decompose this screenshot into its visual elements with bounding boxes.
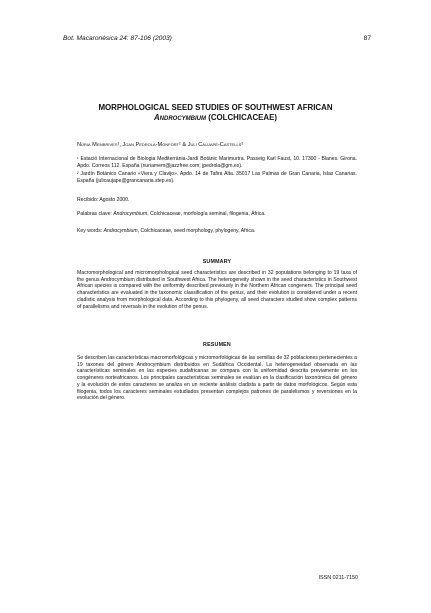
issn: ISSN 0211-7150 <box>318 575 358 581</box>
page-number: 87 <box>363 35 371 42</box>
keywords-en-genus: Androcymbium <box>103 228 138 234</box>
article-title <box>40 103 391 123</box>
resumen-heading: RESUMEN <box>203 342 231 348</box>
title-line-2 <box>40 113 391 123</box>
title-line-1: MORPHOLOGICAL SEED STUDIES OF SOUTHWEST AFRICAN <box>98 103 333 112</box>
keywords-spanish <box>77 211 357 218</box>
title-family: (COLCHICACEAE) <box>206 113 278 122</box>
summary-text: Macromorphological and micromorphological seed characteristics are described in 32 populations belonging to 19 taxa of the genus Androcymbium distributed in Southwest Africa. The heterogeneity shown in the seed characteristics in Southwest African species is compared with the uniformity described previously in the Northern African congeners. The principal seed characteristics are evaluated in the taxonomic classification of the genus, and their evolution is considered under a recent cladistic analysis from morphological data. According to this phylogeny, all seed characters studied show complex patterns of parallelisms and reversals in the evolution of the genus. <box>77 270 357 310</box>
keywords-en-rest: , Colchicaceae, seed morphology, phylogeny, Africa. <box>137 228 256 234</box>
keywords-english <box>77 228 357 235</box>
keywords-es-label: Palabras clave: <box>77 211 114 217</box>
author-list: Núria Membrives¹, Joan Pedrola-Monfort¹ & Juli Caujapé-Castells² <box>77 142 244 148</box>
journal-citation: Bot. Macaronésica 24: 87-106 (2003) <box>63 35 172 42</box>
summary-heading: SUMMARY <box>202 259 232 265</box>
affiliation-2: ² Jardín Botánico Canario «Viera y Clavijo». Apdo. 14 de Tafira Alta. 35017 Las Palmas de Gran Canaria, Islas Canarias. España (julicaujape@grancanaria.step.es). <box>77 170 357 185</box>
keywords-en-label: Key words: <box>77 228 104 234</box>
affiliations <box>77 156 357 186</box>
affiliation-1: ¹ Estació Internacional de Biologia Mediterrània-Jardí Botànic Marimurtra. Passeig Karl Faust, 10. 17300 - Blanes. Girona. Apdo. Correos 112. España (nuriamem@jazzfree.com; jpedrola@gm.es). <box>77 156 357 170</box>
running-header <box>63 35 371 42</box>
keywords-es-genus: Androcymbium <box>113 211 148 217</box>
keywords-es-rest: , Colchicaceae, morfología seminal, filogenia, África. <box>147 211 266 217</box>
received-date: Recibido: Agosto 2000. <box>77 197 130 203</box>
title-genus: Androcymbium <box>153 113 206 122</box>
resumen-text: Se describen las características macromorfológicas y micromorfológicas de las semillas de 32 poblaciones pertenecientes a 19 taxones del género Androcymbium distribuidos en Sudáfrica Occidental. La heterogeneidad observada en las características seminales en las especies sudafricanas se compara con la uniformidad descrita previamente en los congéneres norteafricanos. Los principales características seminales se evalúan en la clasificación taxonómica del género y la evolución de estos caracteres se analiza en un reciente análisis cladista a partir de datos morfológicos. Según esta filogenia, todos los caracteres seminales estudiados presentan complejos patrones de paralelismos y reversiones en la evolución del género. <box>77 355 357 402</box>
